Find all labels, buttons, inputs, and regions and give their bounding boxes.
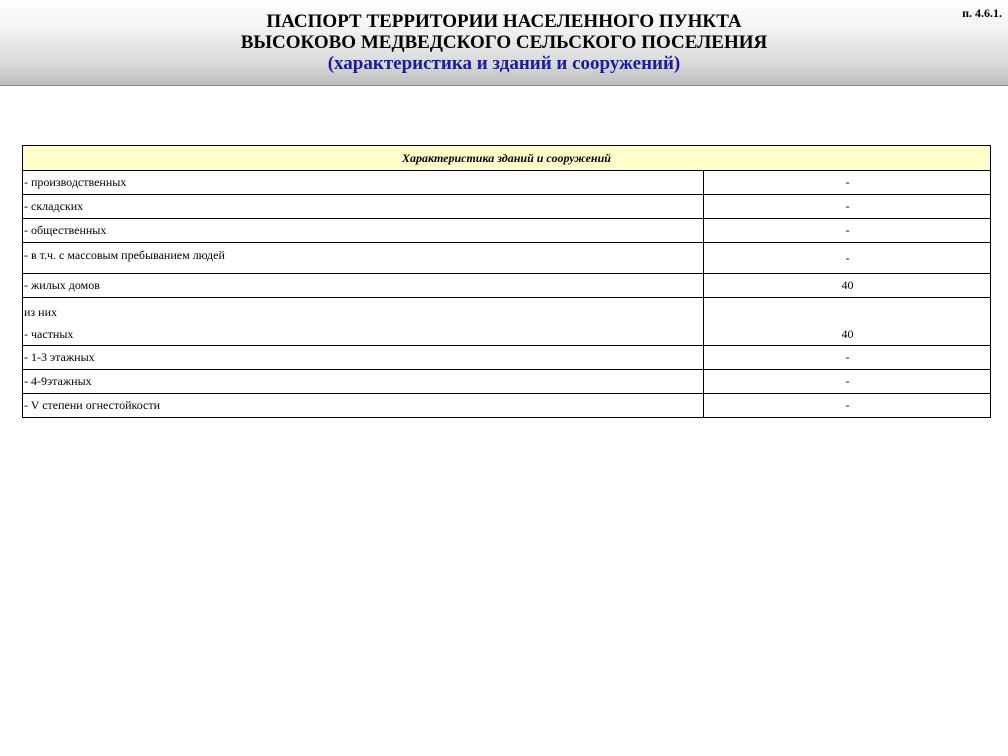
- row-label: - в т.ч. с массовым пребыванием людей: [23, 243, 704, 274]
- row-label: - V степени огнестойкости: [23, 394, 704, 418]
- row-label-sub: - частных: [24, 327, 74, 341]
- table-row: [23, 346, 991, 370]
- row-value: -: [704, 346, 991, 370]
- table-row: [23, 370, 991, 394]
- row-label: - общественных: [23, 219, 704, 243]
- row-label: - складских: [23, 195, 704, 219]
- table-row: [23, 195, 991, 219]
- row-label: - производственных: [23, 171, 704, 195]
- row-value: -: [704, 243, 991, 274]
- row-value: -: [704, 195, 991, 219]
- title-line-2: ВЫСОКОВО МЕДВЕДСКОГО СЕЛЬСКОГО ПОСЕЛЕНИЯ: [240, 32, 768, 53]
- title-line-1: ПАСПОРТ ТЕРРИТОРИИ НАСЕЛЕННОГО ПУНКТА: [266, 11, 742, 32]
- table-row: [23, 394, 991, 418]
- row-label: - 1-3 этажных: [23, 346, 704, 370]
- table-header: Характеристика зданий и сооружений: [23, 146, 991, 171]
- row-value: -: [704, 370, 991, 394]
- row-label: - жилых домов: [23, 274, 704, 298]
- table-row: [23, 243, 991, 274]
- table-row: [23, 274, 991, 298]
- row-label: - 4-9этажных: [23, 370, 704, 394]
- row-value: -: [704, 171, 991, 195]
- buildings-table: [22, 145, 991, 418]
- table-header-row: [23, 146, 991, 171]
- page-number: п. 4.6.1.: [962, 6, 1002, 20]
- row-label: [23, 298, 704, 346]
- row-value: -: [704, 394, 991, 418]
- subtitle: (характеристика и зданий и сооружений): [327, 53, 681, 74]
- row-value: 40: [704, 274, 991, 298]
- table-row: [23, 171, 991, 195]
- slide-header: [0, 0, 1008, 86]
- table-row: [23, 219, 991, 243]
- row-value: 40: [704, 298, 991, 346]
- row-value: -: [704, 219, 991, 243]
- table-row: [23, 298, 991, 346]
- row-label-top: из них: [24, 305, 58, 319]
